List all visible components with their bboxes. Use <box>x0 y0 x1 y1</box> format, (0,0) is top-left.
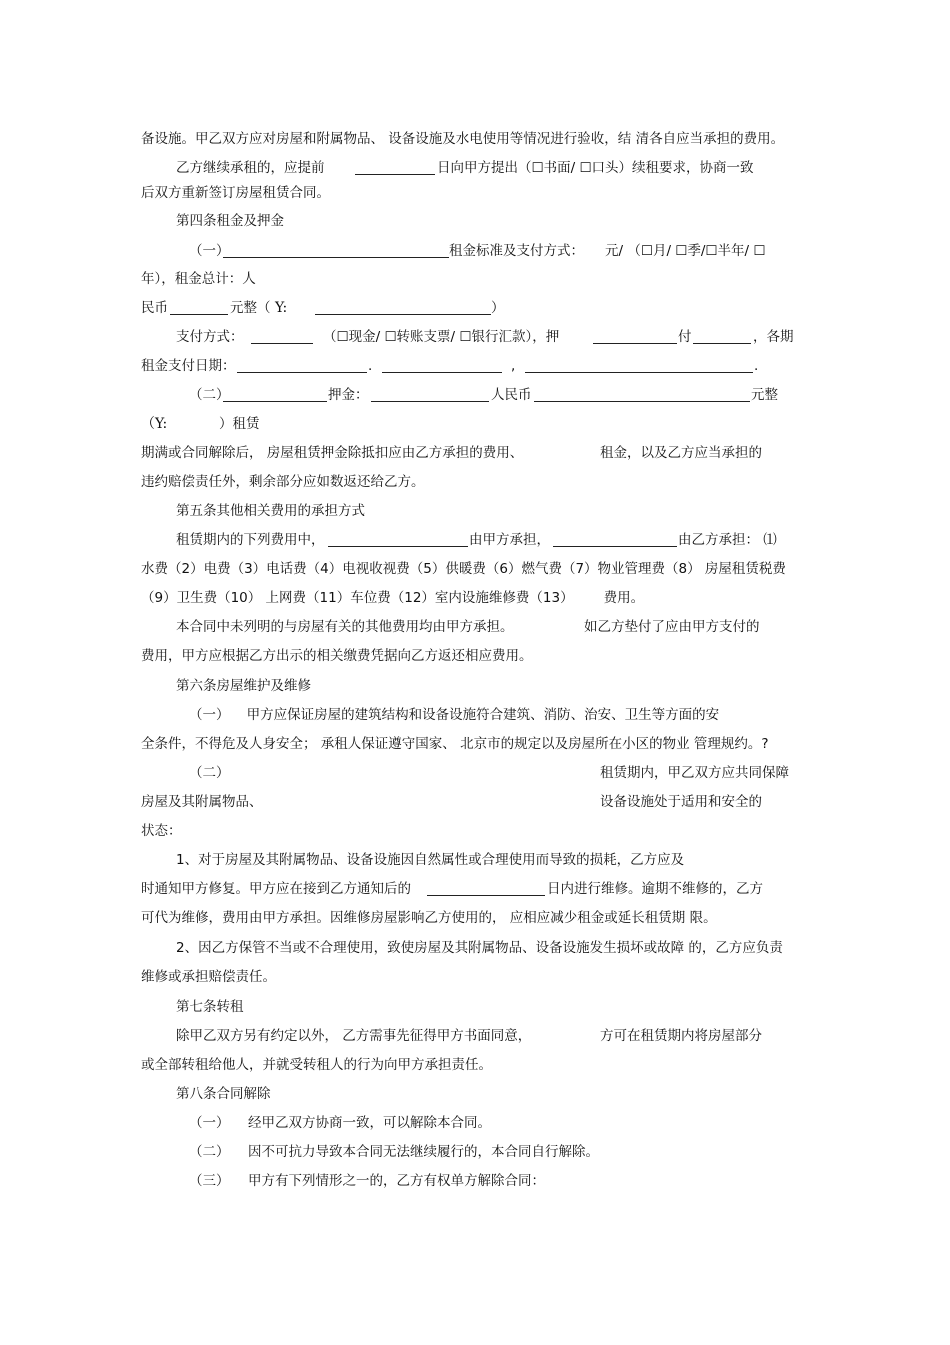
paragraph-text: 日内进行维修。逾期不维修的，乙方 <box>547 881 763 897</box>
blank-field-date-2[interactable] <box>382 357 502 373</box>
text-line <box>141 702 821 728</box>
text-line <box>141 643 821 669</box>
text-line <box>141 353 821 379</box>
paragraph-text: 2、因乙方保管不当或不合理使用，致使房屋及其附属物品、设备设施发生损坏或故障 的，乙方应负责 <box>176 940 783 956</box>
paragraph-text: 房屋及其附属物品、 <box>141 794 263 810</box>
separator: . <box>368 358 373 374</box>
text-line <box>141 411 821 437</box>
item-number: （二） <box>189 387 230 403</box>
text-line <box>141 731 821 757</box>
text-line <box>141 847 821 873</box>
paragraph-text: 时通知甲方修复。甲方应在接到乙方通知后的 <box>141 881 411 897</box>
blank-field-deposit-months[interactable] <box>593 328 677 344</box>
paragraph-text: 违约赔偿责任外，剩余部分应如数返还给乙方。 <box>141 474 425 490</box>
paragraph-text: 如乙方垫付了应由甲方支付的 <box>584 619 760 635</box>
item-number: （二） <box>189 1144 230 1160</box>
section-heading <box>141 673 821 699</box>
text-line <box>141 1168 821 1194</box>
text-line <box>141 905 821 931</box>
rent-total-text: 年），租金总计：人 <box>141 271 256 287</box>
paragraph-text: 甲方有下列情形之一的，乙方有权单方解除合同： <box>248 1173 545 1189</box>
lease-text: ）租赁 <box>219 416 260 432</box>
section-heading <box>141 498 821 524</box>
separator: , <box>511 358 516 374</box>
article-8-heading: 第八条合同解除 <box>176 1086 271 1102</box>
payment-method-label: 支付方式： <box>176 329 244 345</box>
pay-label: 付 <box>678 329 692 345</box>
paragraph-text: 1、对于房屋及其附属物品、设备设施因自然属性或合理使用而导致的损耗，乙方应及 <box>176 852 685 868</box>
deposit-label: 押金： <box>328 387 369 403</box>
blank-field-payment-method[interactable] <box>251 328 313 344</box>
article-6-heading: 第六条房屋维护及维修 <box>176 678 311 694</box>
blank-field-days[interactable] <box>355 159 435 175</box>
blank-field-deposit[interactable] <box>371 386 489 402</box>
text-line <box>141 789 821 815</box>
text-line <box>141 527 821 553</box>
section-heading <box>141 1081 821 1107</box>
item-number: （二） <box>189 765 230 781</box>
text-line <box>141 180 821 206</box>
paragraph-text: 经甲乙双方协商一致，可以解除本合同。 <box>248 1115 491 1131</box>
section-heading <box>141 994 821 1020</box>
text-line <box>141 266 821 292</box>
paragraph-text: （一） 甲方应保证房屋的建筑结构和设备设施符合建筑、消防、治安、卫生等方面的安 <box>189 707 720 723</box>
paragraph-text: 本合同中未列明的与房屋有关的其他费用均由甲方承担。 <box>176 619 514 635</box>
text-line <box>141 1110 821 1136</box>
yuan-label: 元整（ <box>230 300 271 316</box>
paragraph-text: 备设施。甲乙双方应对房屋和附属物品、 设备设施及水电使用等情况进行验收，结 清各自应当承担的费用。 <box>141 131 785 147</box>
article-7-heading: 第七条转租 <box>176 999 244 1015</box>
item-number: （一） <box>189 243 230 259</box>
text-line <box>141 126 821 152</box>
blank-field-date-3[interactable] <box>525 357 753 373</box>
paragraph-text: 维修或承担赔偿责任。 <box>141 969 276 985</box>
fee-list: 水费（2）电费（3）电话费（4）电视收视费（5）供暖费（6）燃气费（7）物业管理费（8） 房屋租赁税费 <box>141 561 786 577</box>
paragraph-text: 因不可抗力导致本合同无法继续履行的，本合同自行解除。 <box>248 1144 599 1160</box>
text-line <box>141 324 821 350</box>
fee-list: （9）卫生费（10） 上网费（11）车位费（12）室内设施维修费（13） 费用。 <box>141 590 645 606</box>
paragraph-text: 除甲乙双方另有约定以外， 乙方需事先征得甲方书面同意， <box>176 1028 532 1044</box>
blank-field-deposit-label[interactable] <box>223 386 327 402</box>
text-line <box>141 1052 821 1078</box>
paragraph-text: 租赁期内的下列费用中， <box>176 532 325 548</box>
payment-date-label: 租金支付日期： <box>141 358 236 374</box>
blank-field-rent-total[interactable] <box>170 299 228 315</box>
paragraph-text: 租金，以及乙方应当承担的 <box>600 445 762 461</box>
item-number: （三） <box>189 1173 230 1189</box>
renewal-text: 乙方继续承租的，应提前 <box>176 160 325 176</box>
blank-field-landlord-fees[interactable] <box>328 531 468 547</box>
text-line <box>141 295 821 321</box>
article-4-heading: 第四条租金及押金 <box>176 213 284 229</box>
rmb-label: 民币 <box>141 300 168 316</box>
section-heading <box>141 208 821 234</box>
text-line <box>141 556 821 582</box>
paragraph-text: 可代为维修，费用由甲方承担。因维修房屋影响乙方使用的， 应相应减少租金或延长租赁期 限。 <box>141 910 717 926</box>
blank-field-tenant-fees[interactable] <box>553 531 677 547</box>
text-line <box>141 935 821 961</box>
payment-options: （☐现金/ ☐转账支票/ ☐银行汇款），押 <box>323 329 560 345</box>
text-line <box>141 440 821 466</box>
text-line <box>141 469 821 495</box>
text-line <box>141 585 821 611</box>
paragraph-text: 由乙方承担： ⑴ <box>678 532 777 548</box>
paragraph-text: 由甲方承担， <box>469 532 550 548</box>
paragraph-text: 租赁期内，甲乙双方应共同保障 <box>600 765 789 781</box>
blank-field-date-1[interactable] <box>237 357 367 373</box>
text-line <box>141 614 821 640</box>
blank-field-rent-standard[interactable] <box>223 242 449 258</box>
yuan-symbol: Y: <box>275 300 288 316</box>
text-line <box>141 238 821 264</box>
close-paren: ） <box>491 300 505 316</box>
paragraph-text: 或全部转租给他人，并就受转租人的行为向甲方承担责任。 <box>141 1057 492 1073</box>
rent-text: 租金标准及支付方式： <box>449 243 584 259</box>
paragraph-text: 方可在租赁期内将房屋部分 <box>600 1028 762 1044</box>
paragraph-text: 期满或合同解除后， 房屋租赁押金除抵扣应由乙方承担的费用、 <box>141 445 524 461</box>
article-5-heading: 第五条其他相关费用的承担方式 <box>176 503 365 519</box>
text-line <box>141 1023 821 1049</box>
blank-field-deposit-amount[interactable] <box>534 386 750 402</box>
text-line <box>141 1139 821 1165</box>
paragraph-text: 设备设施处于适用和安全的 <box>600 794 762 810</box>
blank-field-rent-amount[interactable] <box>315 299 491 315</box>
renewal-text-2: 日向甲方提出（☐书面/ ☐口头）续租要求，协商一致 <box>437 160 754 176</box>
paragraph-text: 全条件，不得危及人身安全； 承租人保证遵守国家、 北京市的规定以及房屋所在小区的物业 管理规约。? <box>141 736 769 752</box>
each-period-text: ，各期 <box>753 329 794 345</box>
paragraph-text: 状态： <box>141 823 182 839</box>
paragraph-text: 费用，甲方应根据乙方出示的相关缴费凭据向乙方返还相应费用。 <box>141 648 533 664</box>
text-line <box>141 818 821 844</box>
paragraph-text: 后双方重新签订房屋租赁合同。 <box>141 185 330 201</box>
blank-field-pay-months[interactable] <box>693 328 751 344</box>
rent-period-options: 元/ （☐月/ ☐季/☐半年/ ☐ <box>605 243 766 259</box>
yuan-label: 元整 <box>751 387 778 403</box>
text-line <box>141 876 821 902</box>
separator: . <box>754 358 759 374</box>
item-number: （一） <box>189 1115 230 1131</box>
text-line <box>141 964 821 990</box>
text-line <box>141 760 821 786</box>
text-line <box>141 382 821 408</box>
rmb-label: 人民币 <box>491 387 532 403</box>
text-line <box>141 155 821 181</box>
blank-field-repair-days[interactable] <box>427 880 545 896</box>
yuan-symbol: （Y: <box>141 416 168 432</box>
